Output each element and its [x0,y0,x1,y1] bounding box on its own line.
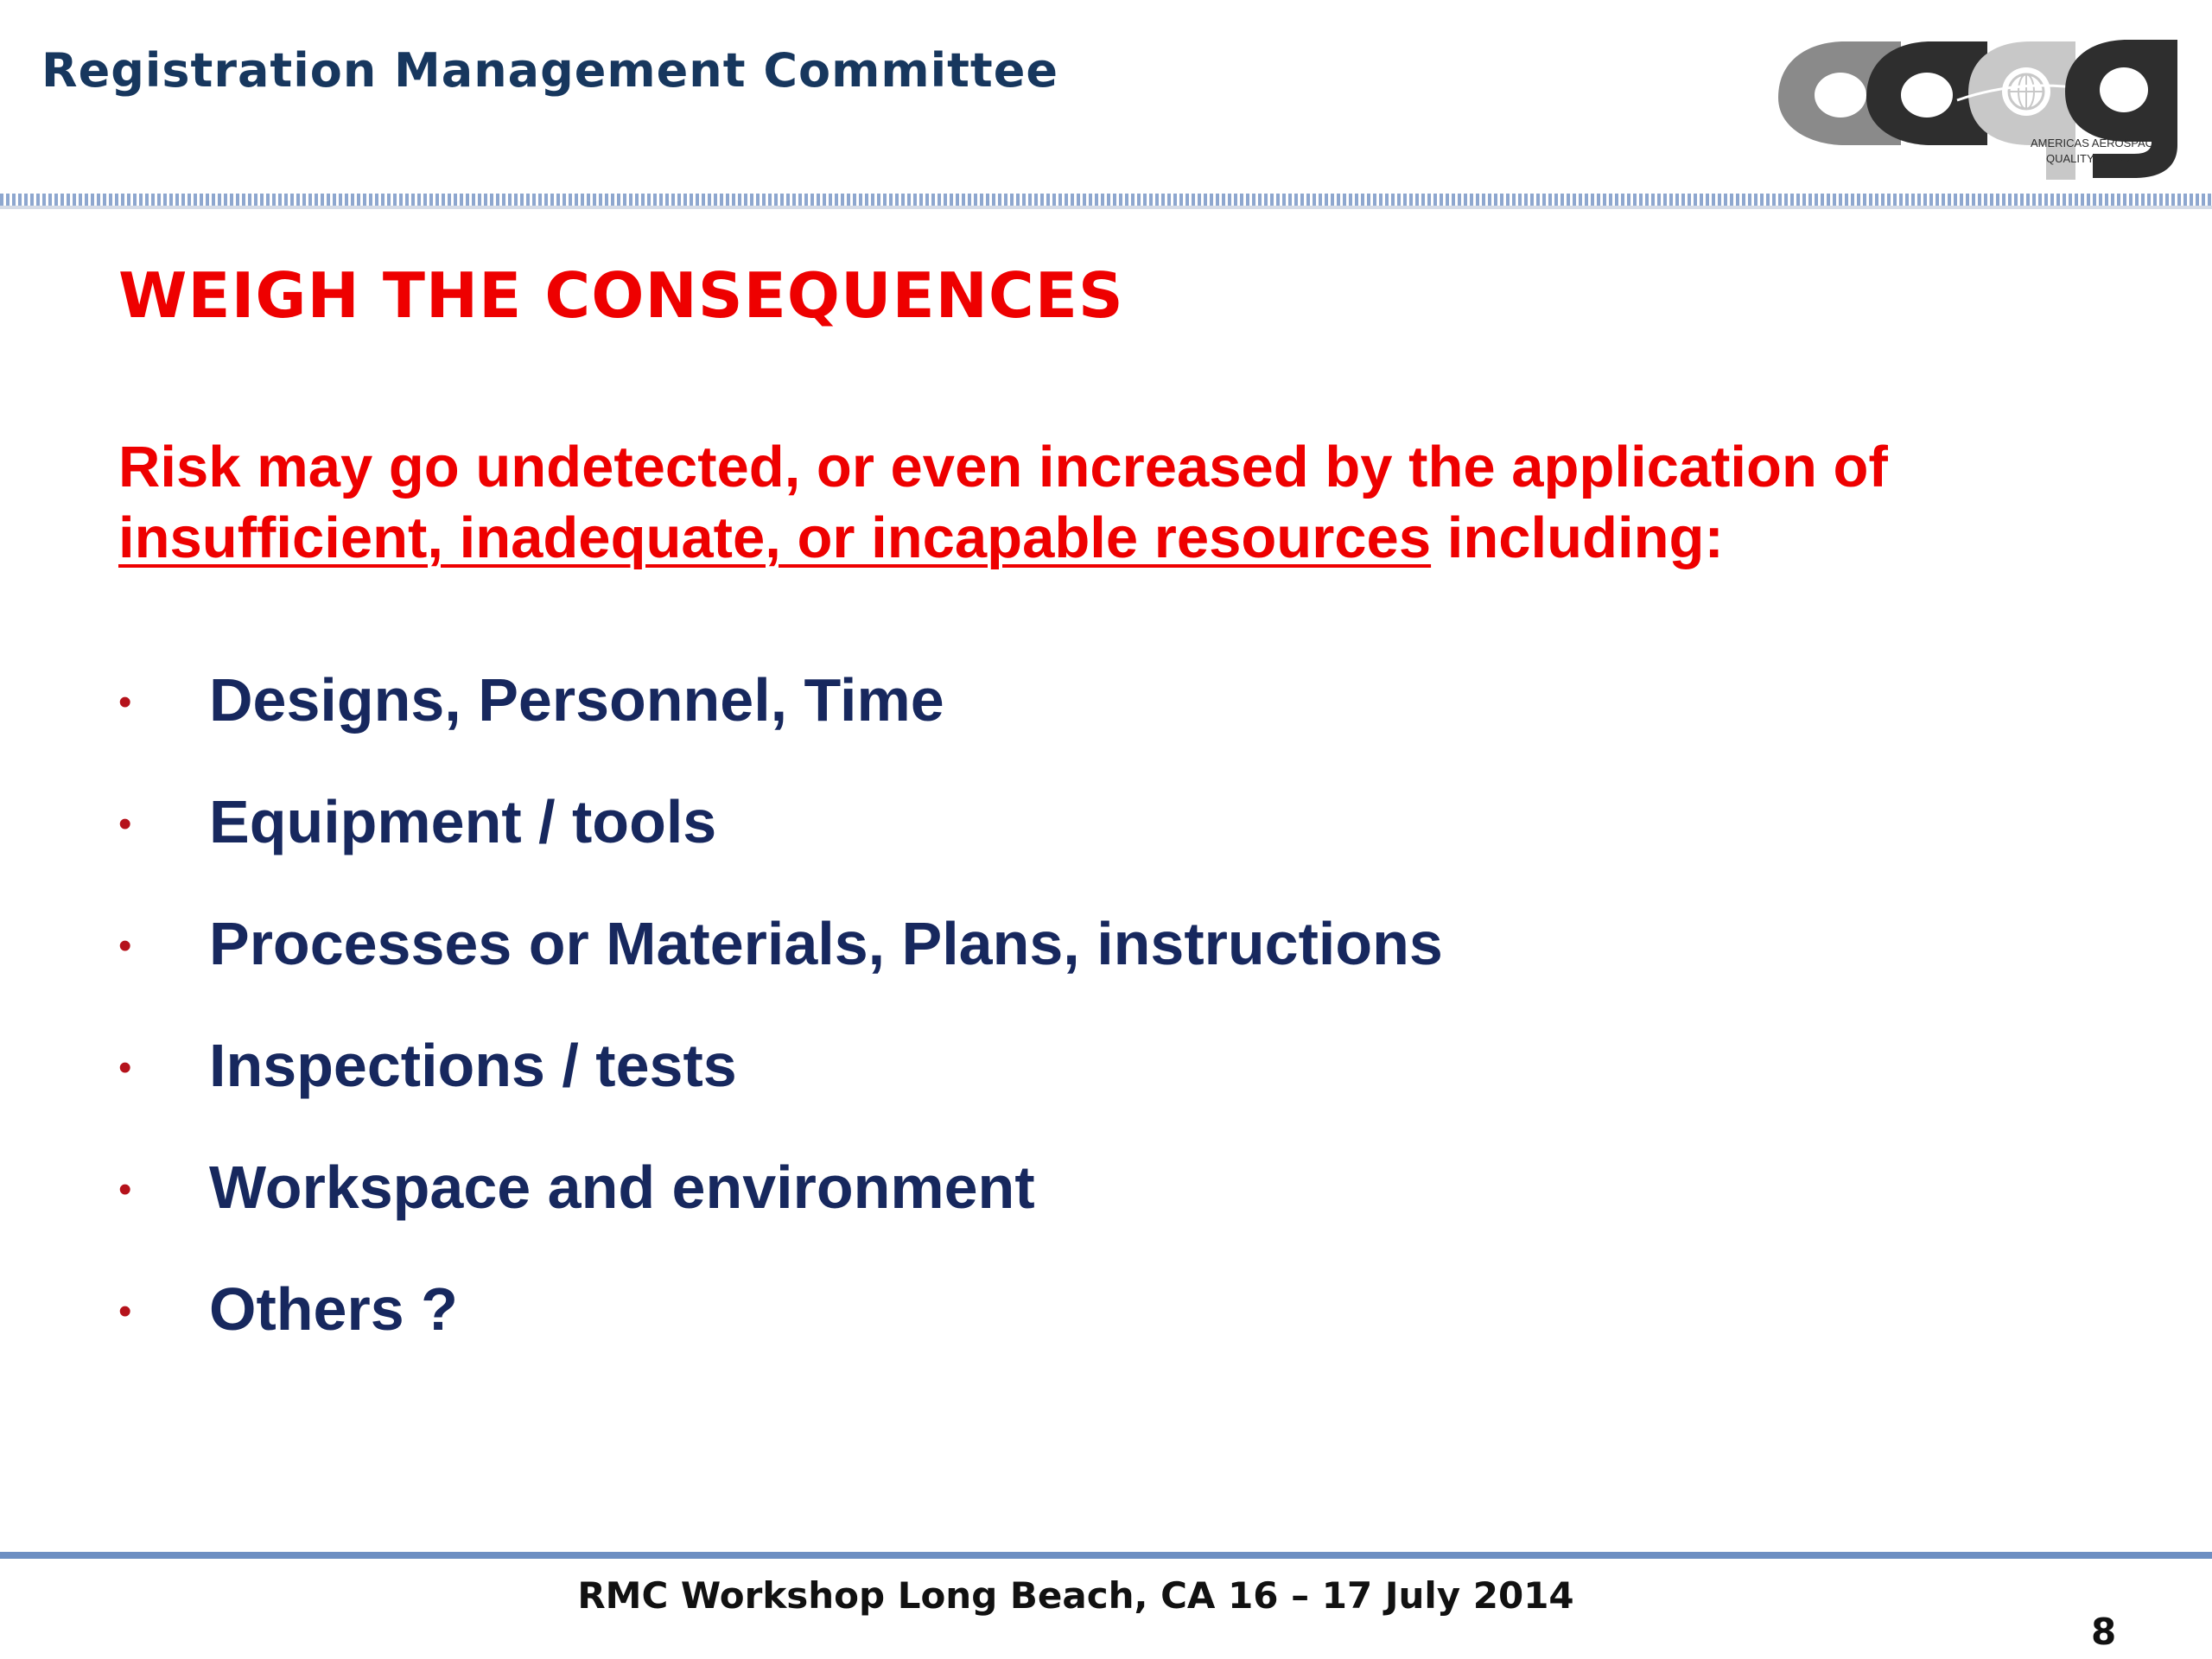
bullet-text: Workspace and environment [209,1154,1035,1221]
intro-text-start: Risk may go undetected, or even increased by the application of [118,435,1888,499]
bullet-text: Designs, Personnel, Time [209,666,944,734]
footer-divider [0,1552,2212,1559]
bullet-icon: • [118,925,132,967]
bullet-icon: • [118,1046,132,1089]
intro-paragraph [118,432,2106,574]
bullet-icon: • [118,1290,132,1332]
bullet-text: Equipment / tools [209,788,717,855]
footer-text: RMC Workshop Long Beach, CA 16 – 17 July 2014 [577,1574,1574,1617]
bullet-text: Others ? [209,1275,458,1343]
bullet-text: Processes or Materials, Plans, instructions [209,910,1443,977]
bullet-icon: • [118,681,132,723]
header-title: Registration Management Committee [41,43,1058,98]
aaqg-logo [1771,16,2195,180]
intro-text-end: including: [1431,505,1724,570]
logo-tagline-2: QUALITY GROUP [2046,152,2139,165]
bullet-text: Inspections / tests [209,1032,737,1099]
slide-title: WEIGH THE CONSEQUENCES [118,259,1124,332]
logo-tagline-1: AMERICAS AEROSPACE [2031,137,2161,149]
bullet-icon: • [118,803,132,845]
bullet-icon: • [118,1168,132,1211]
intro-text-underlined: insufficient, inadequate, or incapable resources [118,505,1432,570]
header-divider [0,194,2212,207]
page-number: 8 [2091,1611,2117,1653]
